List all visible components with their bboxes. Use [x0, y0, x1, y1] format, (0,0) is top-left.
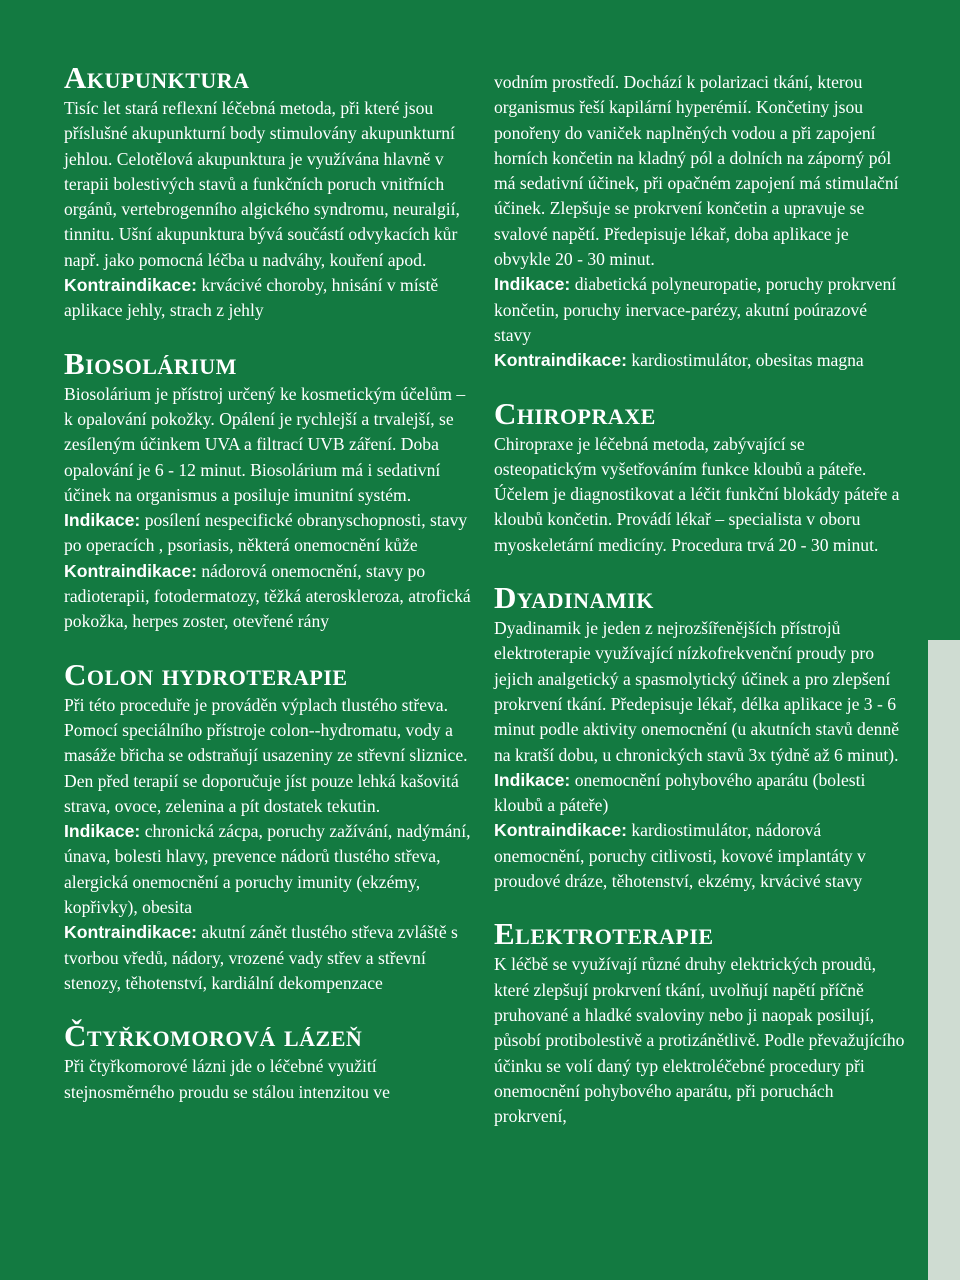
ctyrkomorova-description-continued: vodním prostředí. Dochází k polarizaci tkání, kterou organismus řeší kapilární hyperémií. Končetiny jsou ponořeny do vaniček naplněných vodou a při zapojení horních končetin na kladný pól a dolních na záporný pól má sedativní účinek, při opačném zapojení má stimulační účinek. Zlepšuje se prokrvení končetin a upravuje se svalové napětí. Předepisuje lékař, doba aplikace je obvykle 20 - 30 minut.	[494, 72, 899, 270]
heading-chiropraxe: Chiropraxe	[494, 395, 656, 431]
kontraindikace-label: Kontraindikace:	[64, 922, 197, 943]
dyadinamik-contraindications	[494, 818, 906, 894]
ctyrkomorova-contraindications	[494, 348, 906, 373]
indikace-label: Indikace:	[64, 821, 141, 842]
kontraindikace-label: Kontraindikace:	[494, 350, 627, 371]
heading-colon-hydroterapie: Colon hydroterapie	[64, 656, 348, 692]
indikace-label: Indikace:	[494, 274, 571, 295]
colon-indications-text: chronická zácpa, poruchy zažívání, nadýmání, únava, bolesti hlavy, prevence nádorů tlustého střeva, alergická onemocnění a poruchy imunity (ekzémy, kopřivky), obesita	[64, 821, 471, 918]
kontraindikace-label: Kontraindikace:	[64, 275, 197, 296]
dyadinamik-contraindications-text: kardiostimulátor, nádorová onemocnění, poruchy citlivosti, kovové implantáty v proudové dráze, těhotenství, ekzémy, krvácivé stavy	[494, 820, 866, 892]
ctyrkomorova-contraindications-text: kardiostimulátor, obesitas magna	[631, 350, 864, 371]
chiropraxe-description: Chiropraxe je léčebná metoda, zabývající se osteopatickým vyšetřováním funkce kloubů a páteře. Účelem je diagnostikovat a léčit funkční blokády páteře a kloubů končetin. Provádí lékař – specialista v oboru myoskeletární medicíny. Procedura trvá 20 - 30 minut.	[494, 433, 900, 555]
section-biosolarium	[64, 346, 474, 635]
ctyrkomorova-indications	[494, 272, 906, 348]
akupunktura-contraindications	[64, 273, 474, 324]
dyadinamik-description: Dyadinamik je jeden z nejrozšířenějších přístrojů elektroterapie využívající nízkofrekvenční proudy pro jejich analgetický a spasmolytický účinek a pro zlepšení prokrvení tkání. Předepisuje lékař, délka aplikace je 3 - 6 minut podle aktivity onemocnění (u akutních stavů denně na kratší dobu, u chronických stavů 3x týdně až 6 minut).	[494, 618, 900, 765]
dyadinamik-indications-text: onemocnění pohybového aparátu (bolesti kloubů a páteře)	[494, 769, 866, 816]
biosolarium-description: Biosolárium je přístroj určený ke kosmetickým účelům – k opalování pokožky. Opálení je rychlejší a trvalejší, se zesíleným účinkem UVA a filtrací UVB záření. Doba opalování je 6 - 12 minut. Biosolárium má i sedativní účinek na organismus a posiluje imunitní systém.	[64, 383, 466, 505]
colon-indications	[64, 819, 474, 920]
colon-description: Při této proceduře je prováděn výplach tlustého střeva. Pomocí speciálního přístroje colon--hydromatu, vody a masáže břicha se odstraňují usazeniny ze střevní sliznice. Den před terapií se doporučuje jíst pouze lehká kašovitá strava, ovoce, zelenina a pít dostatek tekutin.	[64, 694, 468, 816]
colon-contraindications	[64, 920, 474, 996]
section-chiropraxe	[494, 396, 906, 558]
kontraindikace-label: Kontraindikace:	[64, 560, 197, 581]
elektroterapie-description: K léčbě se využívají různé druhy elektrických proudů, které zlepšují prokrvení tkání, uvolňují napětí příčně pruhované a hladké svaloviny nebo ji naopak posilují, působí protibolestivě a protizánětlivě. Podle převažujícího účinku se volí daný typ elektroléčebné procedury při onemocnění pohybového aparátu, při poruchách prokrvení,	[494, 954, 905, 1127]
decorative-side-strip	[928, 640, 960, 1280]
heading-dyadinamik: Dyadinamik	[494, 580, 654, 616]
left-column	[64, 60, 474, 1105]
heading-elektroterapie: Elektroterapie	[494, 916, 714, 952]
dyadinamik-indications	[494, 768, 906, 819]
section-elektroterapie	[494, 916, 906, 1129]
heading-ctyrkomorova-lazen: Čtyřkomorová lázeň	[64, 1018, 363, 1054]
section-colon-hydroterapie	[64, 657, 474, 997]
biosolarium-indications-text: posílení nespecifické obranyschopnosti, stavy po operacích , psoriasis, některá onemocnění kůže	[64, 510, 468, 556]
ctyrkomorova-indications-text: diabetická polyneuropatie, poruchy prokrvení končetin, poruchy inervace-parézy, akutní poúrazové stavy	[494, 274, 897, 345]
heading-biosolarium: Biosolárium	[64, 345, 237, 381]
biosolarium-indications	[64, 508, 474, 559]
kontraindikace-label: Kontraindikace:	[494, 820, 627, 841]
section-ctyrkomorova-lazen	[64, 1018, 474, 1105]
akupunktura-description: Tisíc let stará reflexní léčebná metoda, při které jsou příslušné akupunkturní body stimulovány akupunkturní jehlou. Celotělová akupunktura je využívána hlavně v terapii bolestivých stavů a funkčních poruch vnitřních orgánů, vertebrogenního algického syndromu, neuralgií, tinnitu. Ušní akupunktura bývá součástí odvykacích kůr např. jako pomocná léčba u nadváhy, kouření apod.	[64, 98, 460, 270]
colon-contraindications-text: akutní zánět tlustého střeva zvláště s tvorbou vředů, nádory, vrozené vady střev a střevní stenozy, těhotenství, kardiální dekompenzace	[64, 922, 458, 993]
heading-akupunktura: Akupunktura	[64, 60, 250, 95]
biosolarium-contraindications	[64, 559, 474, 635]
section-ctyrkomorova-continued	[494, 70, 906, 374]
akupunktura-contraindications-text: krvácivé choroby, hnisání v místě aplikace jehly, strach z jehly	[64, 275, 439, 321]
indikace-label: Indikace:	[64, 510, 141, 531]
section-akupunktura	[64, 60, 474, 324]
right-column	[494, 70, 906, 1129]
indikace-label: Indikace:	[494, 769, 571, 790]
biosolarium-contraindications-text: nádorová onemocnění, stavy po radioterapii, fotodermatozy, těžká ateroskleroza, atrofická pokožka, herpes zoster, otevřené rány	[64, 560, 471, 632]
section-dyadinamik	[494, 580, 906, 894]
ctyrkomorova-description: Při čtyřkomorové lázni jde o léčebné využití stejnosměrného proudu se stálou intenzitou ve	[64, 1056, 390, 1102]
